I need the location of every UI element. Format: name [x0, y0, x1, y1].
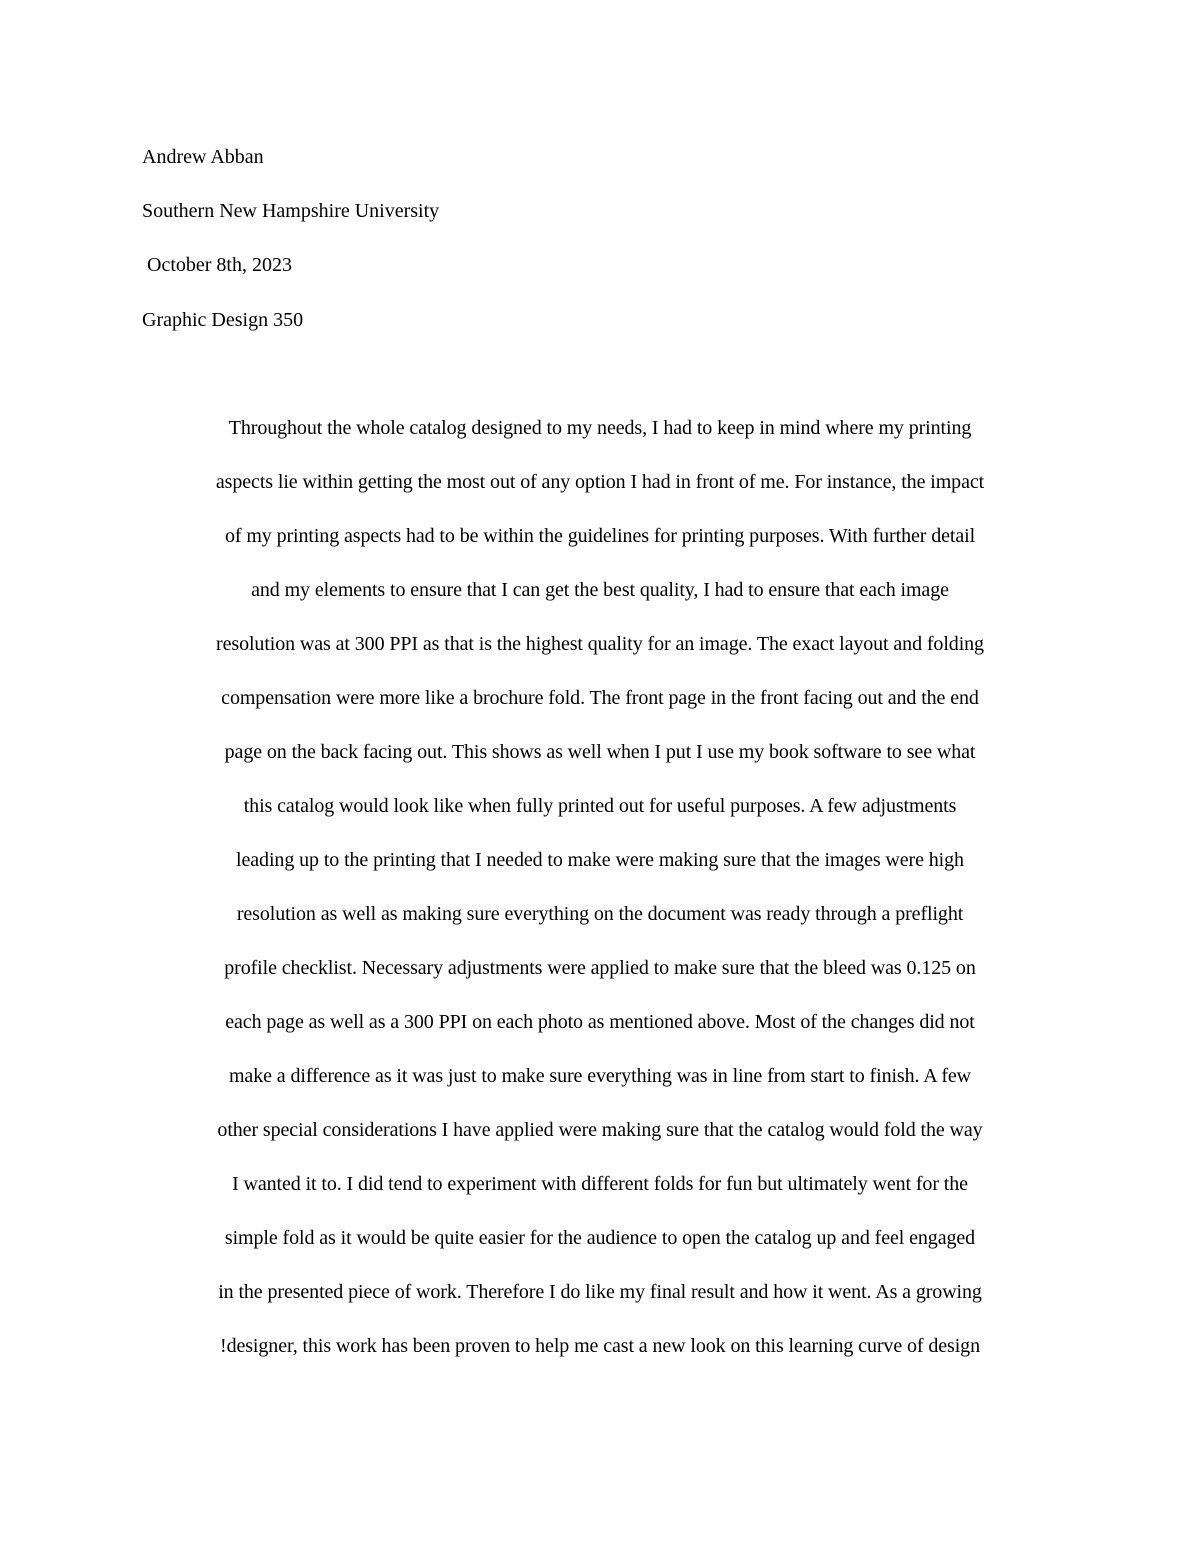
body-line: aspects lie within getting the most out of any option I had in front of me. For instance, the impact [215, 471, 985, 493]
body-line: other special considerations I have applied were making sure that the catalog would fold the way [217, 1119, 983, 1141]
body-line: profile checklist. Necessary adjustments were applied to make sure that the bleed was 0.125 on [224, 957, 976, 979]
body-line: in the presented piece of work. Therefore I do like my final result and how it went. As a growing [218, 1281, 982, 1303]
body-line: make a difference as it was just to make sure everything was in line from start to finish. A few [228, 1065, 972, 1087]
body-line: leading up to the printing that I needed to make were making sure that the images were high [236, 849, 964, 871]
body-line: and my elements to ensure that I can get the best quality, I had to ensure that each image [251, 579, 949, 601]
body-line: this catalog would look like when fully printed out for useful purposes. A few adjustments [243, 795, 957, 817]
body-line: resolution as well as making sure everything on the document was ready through a preflight [236, 903, 964, 925]
body-line: !designer, this work has been proven to help me cast a new look on this learning curve of design [220, 1335, 980, 1357]
body-line: Throughout the whole catalog designed to my needs, I had to keep in mind where my printing [228, 417, 972, 439]
body-line: resolution was at 300 PPI as that is the highest quality for an image. The exact layout and folding [216, 633, 984, 655]
institution-name: Southern New Hampshire University [142, 200, 440, 222]
body-paragraph [136, 413, 1064, 1385]
body-line: I wanted it to. I did tend to experiment with different folds for fun but ultimately went for the [232, 1173, 968, 1195]
body-line: simple fold as it would be quite easier for the audience to open the catalog up and feel engaged [224, 1227, 976, 1249]
document-date: October 8th, 2023 [142, 254, 292, 276]
body-line: page on the back facing out. This shows as well when I put I use my book software to see what [224, 741, 976, 763]
body-line: of my printing aspects had to be within the guidelines for printing purposes. With further detail [224, 525, 976, 547]
author-name: Andrew Abban [142, 146, 264, 168]
body-line: each page as well as a 300 PPI on each photo as mentioned above. Most of the changes did not [225, 1011, 975, 1033]
body-line: compensation were more like a brochure fold. The front page in the front facing out and the end [221, 687, 979, 709]
course-name: Graphic Design 350 [142, 309, 304, 331]
